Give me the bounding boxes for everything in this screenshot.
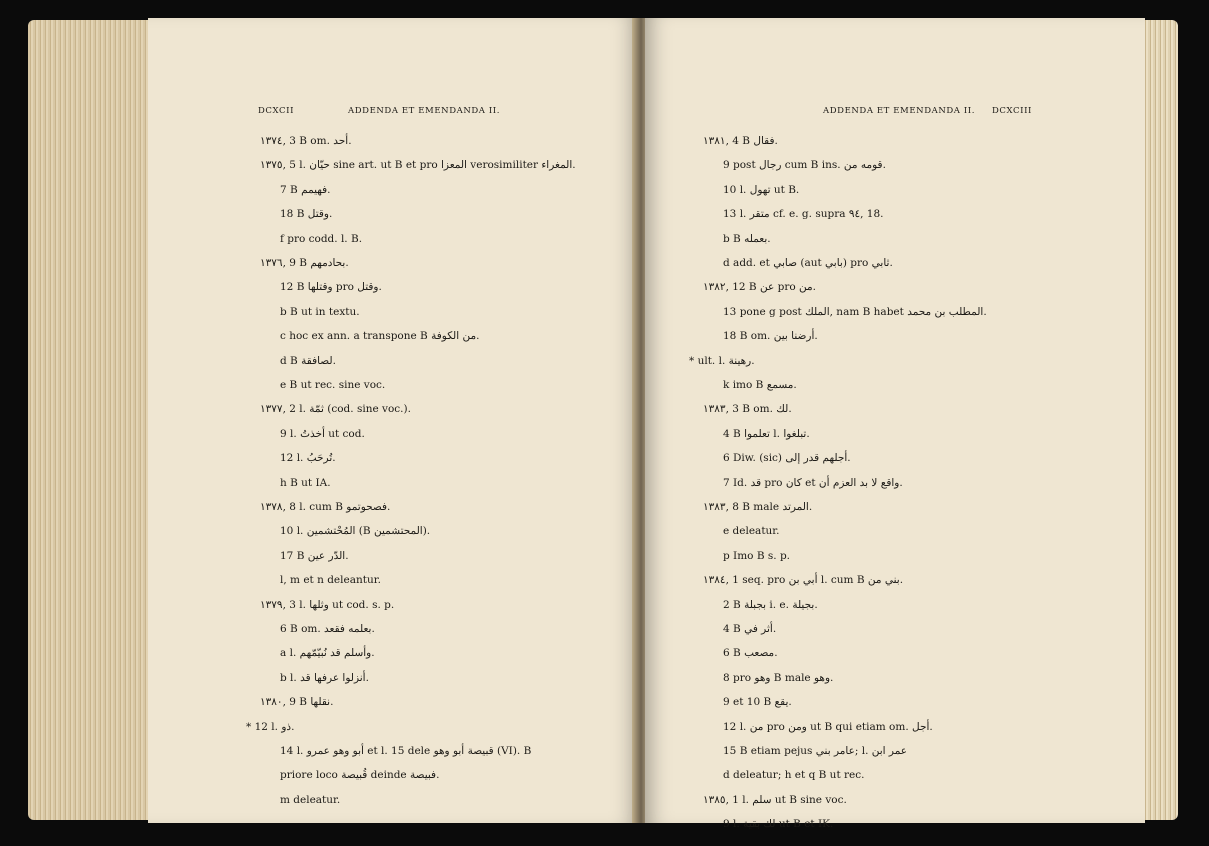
text-line: 13 l. متقر cf. e. g. supra ٩٤, 18.: [723, 208, 884, 221]
text-line: 7 B فهيمم.: [280, 183, 331, 196]
text-line: 9 l. لك بقية ut B et IK.: [723, 818, 834, 831]
text-line: 9 l. أخذتُ ut cod.: [280, 427, 365, 440]
text-line: ١٣٧٩, 3 l. وثلها ut cod. s. p.: [260, 598, 395, 611]
text-line: 9 et 10 B يقع.: [723, 696, 792, 709]
text-line: 18 B om. أرضنا بين.: [723, 330, 818, 343]
text-line: 7 Id. قد pro كان et واقع لا بد العزم أن.: [723, 476, 903, 489]
text-line: 6 B om. بعلمه فقعد.: [280, 623, 375, 635]
text-line: ١٣٨٤, 1 seq. pro أبي بن l. cum B بني من.: [703, 574, 904, 587]
left-page: [148, 18, 638, 823]
text-line: b B بعمله.: [723, 232, 771, 245]
text-line: a l. وأسلم قد نُبيّمّهم.: [280, 647, 375, 660]
text-line: 2 B بجبلة i. e. بجيلة.: [723, 598, 818, 611]
text-line: f pro codd. l. B.: [280, 232, 363, 245]
right-running-title: ADDENDA ET EMENDANDA II.: [823, 106, 976, 116]
text-line: b B ut in textu.: [280, 305, 360, 318]
text-line: 12 l. من pro ومن ut B qui etiam om. أجل.: [723, 720, 933, 733]
text-line: d B لصافقة.: [280, 354, 336, 367]
text-line: d add. et صابي (aut بابي) pro ثابي.: [723, 257, 893, 269]
text-line: 9 post رجال cum B ins. قومه من.: [723, 159, 886, 172]
text-line: 18 B وقتل.: [280, 208, 333, 221]
text-line: ١٣٧٦, 9 B بحادمهم.: [260, 257, 349, 269]
text-line: ١٣٨٣, 3 B om. لك.: [703, 403, 792, 416]
text-line: e B ut rec. sine voc.: [280, 379, 386, 391]
text-line: priore loco قُبيصة deinde فبيصة.: [280, 769, 440, 782]
text-line: ١٣٧٥, 5 l. حيّان sine art. ut B et pro المعزا verosimiliter المغراء.: [260, 159, 576, 172]
text-line: 14 l. أبو وهو عمرو et l. 15 dele قبيصة أبو وهو (VI). B: [280, 745, 532, 757]
text-line: p Imo B s. p.: [723, 549, 790, 562]
text-line: e deleatur.: [723, 525, 780, 538]
text-line: ١٣٨٣, 8 B male المرتد.: [703, 501, 813, 513]
right-page-number: DCXCIII: [992, 106, 1032, 116]
right-page: [645, 18, 1145, 831]
text-line: 10 l. تهول ut B.: [723, 183, 800, 196]
text-line: 15 B etiam pejus عامر بني; l. عمر ابن: [723, 745, 908, 757]
text-line: ١٣٨٠, 9 B نقلها.: [260, 696, 334, 709]
text-line: d deleatur; h et q B ut rec.: [723, 769, 865, 782]
text-line: m deleatur.: [280, 793, 341, 806]
text-line: 13 pone g post الملك, nam B habet المطلب بن محمد.: [723, 305, 987, 318]
text-line: l, m et n deleantur.: [280, 574, 381, 587]
text-line: k imo B مسمع.: [723, 379, 797, 391]
text-line: 8 pro وهو B male وهو.: [723, 671, 834, 684]
text-line: 12 B وقتلها pro وقتل.: [280, 281, 382, 294]
left-page-number: DCXCII: [258, 106, 295, 116]
text-line: 4 B تعلموا l. تبلغوا.: [723, 427, 810, 440]
text-line: ١٣٧٧, 2 l. ثمّة (cod. sine voc.).: [260, 403, 411, 416]
left-running-title: ADDENDA ET EMENDANDA II.: [348, 106, 501, 116]
open-book: [18, 8, 1188, 840]
text-line: * ult. l. رهينة.: [689, 354, 755, 367]
text-line: 6 B مصعب.: [723, 647, 778, 660]
text-line: c hoc ex ann. a transpone B من الكوفة.: [280, 330, 480, 343]
text-line: 12 l. تُرحَبُ.: [280, 452, 336, 465]
text-line: ١٣٧٤, 3 B om. أحد.: [260, 135, 352, 147]
text-line: ١٣٨٢, 12 B عن pro من.: [703, 281, 816, 294]
text-line: 17 B الدّر عين.: [280, 549, 349, 562]
text-line: 6 Diw. (sic) أجلهم قدر إلى.: [723, 452, 851, 465]
text-line: ١٣٧٨, 8 l. cum B فصحوتمو.: [260, 501, 391, 513]
text-line: b l. أنزلوا عرفها قد.: [280, 671, 369, 684]
text-line: 10 l. المُحْتشمين (B المحتشمين).: [280, 525, 431, 538]
left-page-edges: [28, 20, 168, 820]
text-line: 4 B أثر في.: [723, 623, 777, 635]
text-line: ١٣٨١, 4 B فقال.: [703, 135, 778, 147]
text-line: * 12 l. ذو.: [246, 720, 295, 733]
text-line: h B ut IA.: [280, 476, 331, 489]
text-line: ١٣٨٥, 1 l. سلم ut B sine voc.: [703, 793, 847, 806]
